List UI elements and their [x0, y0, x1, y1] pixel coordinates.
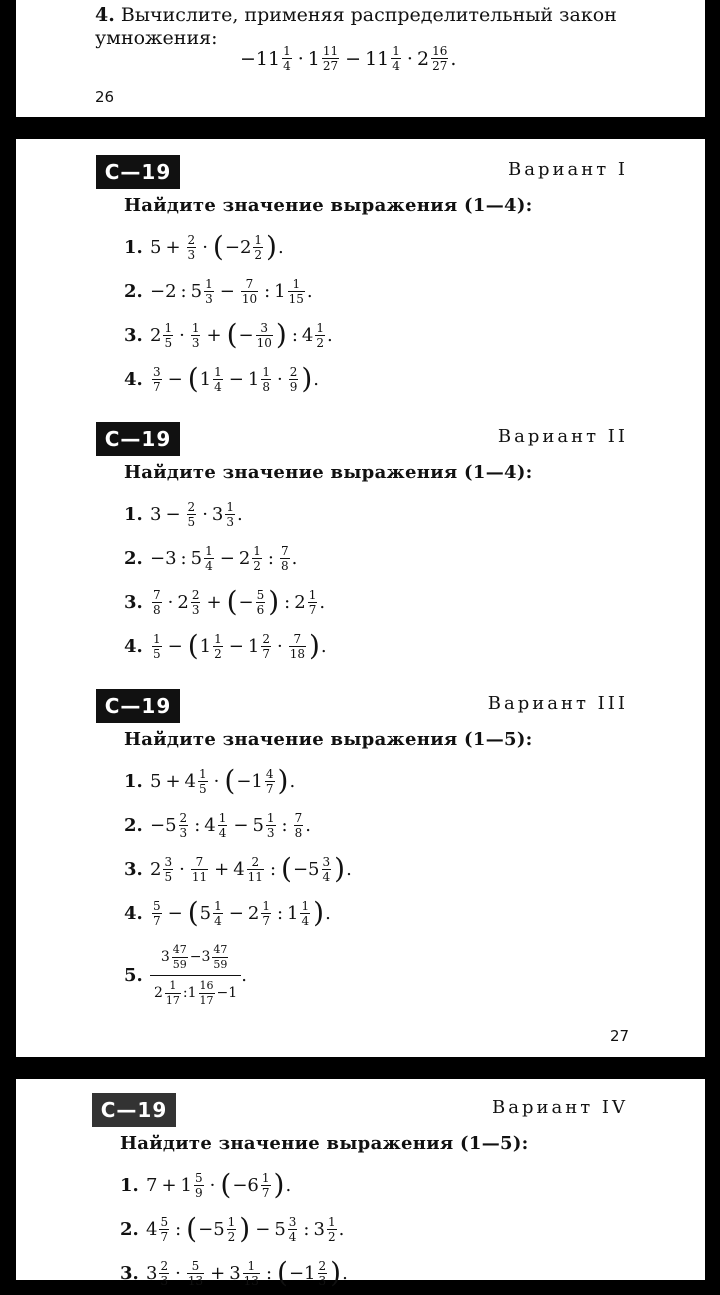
problem: 1. 5 + 4 $\frac{1}{5}$ · ( −1 4 7 ) .	[124, 764, 296, 797]
variant-label: Вариант III	[487, 693, 628, 714]
problem: 2. −2 : 5 1 3 − $\frac{7}{10}$ : 1 1 15 .	[124, 276, 313, 306]
problem: 2. −3 : 5 1 4 − 2 $\frac{1}{2}$ : 7 8 .	[124, 543, 298, 573]
section-badge: С—19	[96, 689, 180, 723]
problem-list	[124, 225, 333, 401]
problem: 5. 3 47 59 −3 47 59 2 1 17 :1 16 17 −1 .	[124, 942, 247, 1007]
page-26	[16, 0, 705, 117]
section-badge: С—19	[96, 422, 180, 456]
problem: 2. −5 2 3 : 4 1 4 − 5 $\frac{1}{3}$ : 7 8 .	[124, 810, 311, 840]
section-variant-2	[96, 422, 628, 672]
problem-list	[124, 492, 327, 668]
instruction: Найдите значение выражения (1—5):	[124, 729, 533, 750]
section-badge: С—19	[96, 155, 180, 189]
page-27	[16, 139, 705, 1057]
instruction: Найдите значение выражения (1—5):	[120, 1133, 529, 1154]
problem: 3. 2 3 5 · 7 11 + 4 $\frac{2}{11}$ : ( −5 3 4 ) .	[124, 852, 352, 885]
problem: 1. 3 − $\frac{2}{5}$ · 3 1 3 .	[124, 499, 243, 529]
section-variant-3	[96, 689, 628, 1019]
problem: 4. 5 7 − ( 5 1 4 − 2 $\frac{1}{7}$ : 1 1 4 ) .	[124, 896, 331, 929]
task-4-expression: −11 1 4 · 1 11 27 − 11 $\frac{1}{4}$ · 2 16 27 .	[240, 44, 457, 73]
page-28	[16, 1079, 705, 1289]
section-badge: С—19	[92, 1093, 176, 1127]
page-number: 27	[610, 1027, 630, 1045]
problem: 3. 2 1 5 · 1 3 + ( − 3 10 ) : 4 1 2 .	[124, 318, 333, 351]
task-text: Вычислите, применяя распределительный закон умножения:	[95, 4, 617, 49]
instruction: Найдите значение выражения (1—4):	[124, 195, 533, 216]
variant-label: Вариант II	[497, 426, 628, 447]
problem-list	[120, 1163, 348, 1295]
page-number: 26	[95, 88, 115, 106]
problem: 4. 3 7 − ( 1 1 4 − 1 $\frac{1}{8}$ · 2 9 ) .	[124, 362, 319, 395]
problem: 1. 7 + 1 $\frac{5}{9}$ · ( −6 1 7 ) .	[120, 1168, 292, 1201]
section-variant-1	[96, 155, 628, 405]
problem: 4. 1 5 − ( 1 1 2 − 1 $\frac{2}{7}$ · 7 18 ) .	[124, 629, 327, 662]
section-variant-4	[96, 1093, 628, 1293]
variant-label: Вариант I	[508, 159, 628, 180]
problem: 3. 7 8 · 2 2 3 + ( − 5 6 ) : 2 1 7 .	[124, 585, 326, 618]
task-number: 4.	[95, 4, 115, 26]
problem-list	[124, 759, 352, 1015]
variant-label: Вариант IV	[492, 1097, 628, 1118]
problem: 1. 5 + $\frac{2}{3}$ · ( −2 1 2 ) .	[124, 230, 284, 263]
instruction: Найдите значение выражения (1—4):	[124, 462, 533, 483]
problem: 3. 3 2 3 · 5 13 + 3 $\frac{1}{13}$ : ( −1 2 3 ) .	[120, 1256, 348, 1289]
problem: 2. 4 5 7 : ( −5 1 2 ) − 5 $\frac{3}{4}$ : 3 1 2 .	[120, 1212, 345, 1245]
